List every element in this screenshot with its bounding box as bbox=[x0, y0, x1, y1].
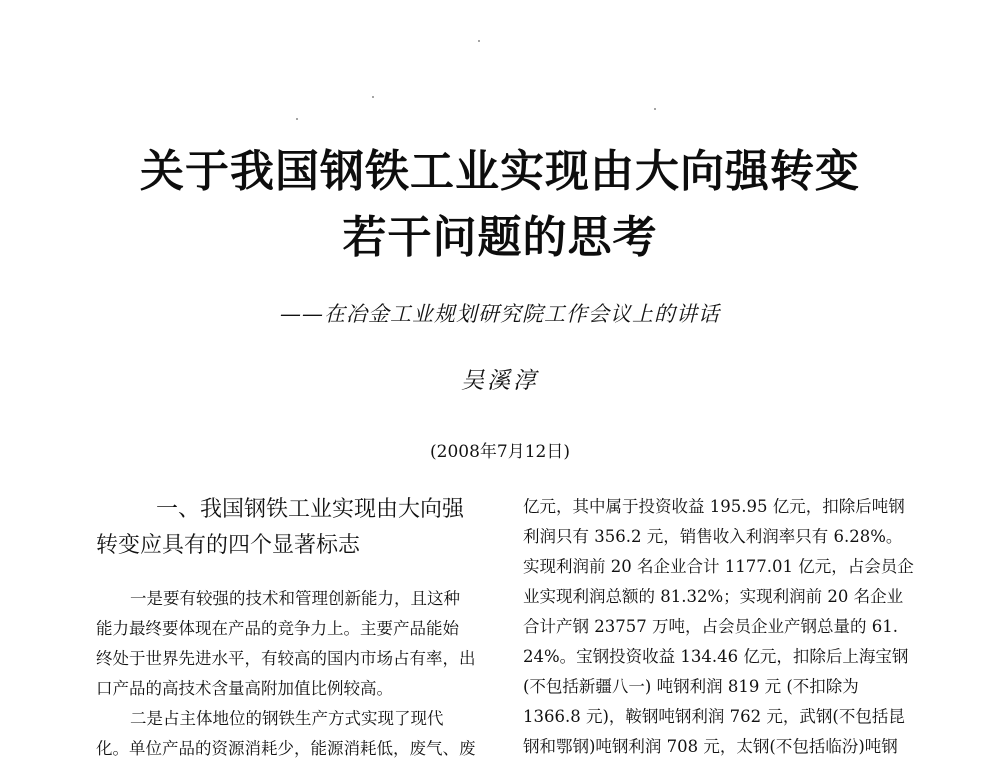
scan-speck bbox=[372, 96, 374, 98]
article-subtitle: ——在冶金工业规划研究院工作会议上的讲话 bbox=[280, 302, 720, 326]
text-line: (不包括新疆八一) 吨钢利润 819 元 (不扣除为 bbox=[523, 677, 859, 696]
body-text bbox=[523, 492, 923, 760]
text-line: 合计产钢 23757 万吨，占会员企业产钢总量的 61. bbox=[523, 617, 898, 636]
text-line: 口产品的高技术含量高附加值比例较高。 bbox=[96, 679, 393, 698]
text-line: 一是要有较强的技术和管理创新能力，且这种 bbox=[130, 589, 460, 608]
article-title-line-1: 关于我国钢铁工业实现由大向强转变 bbox=[140, 146, 860, 197]
article-date: (2008年7月12日) bbox=[430, 442, 570, 462]
left-column bbox=[96, 492, 496, 760]
section-heading bbox=[96, 492, 496, 564]
text-line: 二是占主体地位的钢铁生产方式实现了现代 bbox=[130, 709, 444, 728]
scan-speck bbox=[296, 118, 298, 120]
article-author: 吴溪淳 bbox=[461, 368, 539, 394]
text-line: 亿元，其中属于投资收益 195.95 亿元，扣除后吨钢 bbox=[523, 497, 905, 516]
section-heading-line: 转变应具有的四个显著标志 bbox=[96, 533, 361, 558]
scan-speck bbox=[478, 40, 480, 42]
text-line: 化。单位产品的资源消耗少，能源消耗低，废气、废 bbox=[96, 739, 476, 758]
text-line: 终处于世界先进水平，有较高的国内市场占有率，出 bbox=[96, 649, 476, 668]
right-column bbox=[523, 492, 923, 760]
text-line: 业实现利润总额的 81.32%；实现利润前 20 名企业 bbox=[523, 587, 904, 606]
text-line: 24%。宝钢投资收益 134.46 亿元，扣除后上海宝钢 bbox=[523, 647, 909, 666]
article-title-line-2: 若干问题的思考 bbox=[342, 212, 658, 263]
text-line: 钢和鄂钢)吨钢利润 708 元，太钢(不包括临汾)吨钢 bbox=[523, 737, 898, 756]
body-text bbox=[96, 584, 496, 760]
text-line: 1366.8 元)，鞍钢吨钢利润 762 元，武钢(不包括昆 bbox=[523, 707, 905, 726]
section-heading-line: 一、我国钢铁工业实现由大向强 bbox=[156, 497, 465, 522]
text-line: 实现利润前 20 名企业合计 1177.01 亿元，占会员企 bbox=[523, 557, 914, 576]
text-line: 利润只有 356.2 元，销售收入利润率只有 6.28%。 bbox=[523, 527, 903, 546]
scan-speck bbox=[654, 108, 656, 110]
text-line: 能力最终要体现在产品的竞争力上。主要产品能始 bbox=[96, 619, 459, 638]
